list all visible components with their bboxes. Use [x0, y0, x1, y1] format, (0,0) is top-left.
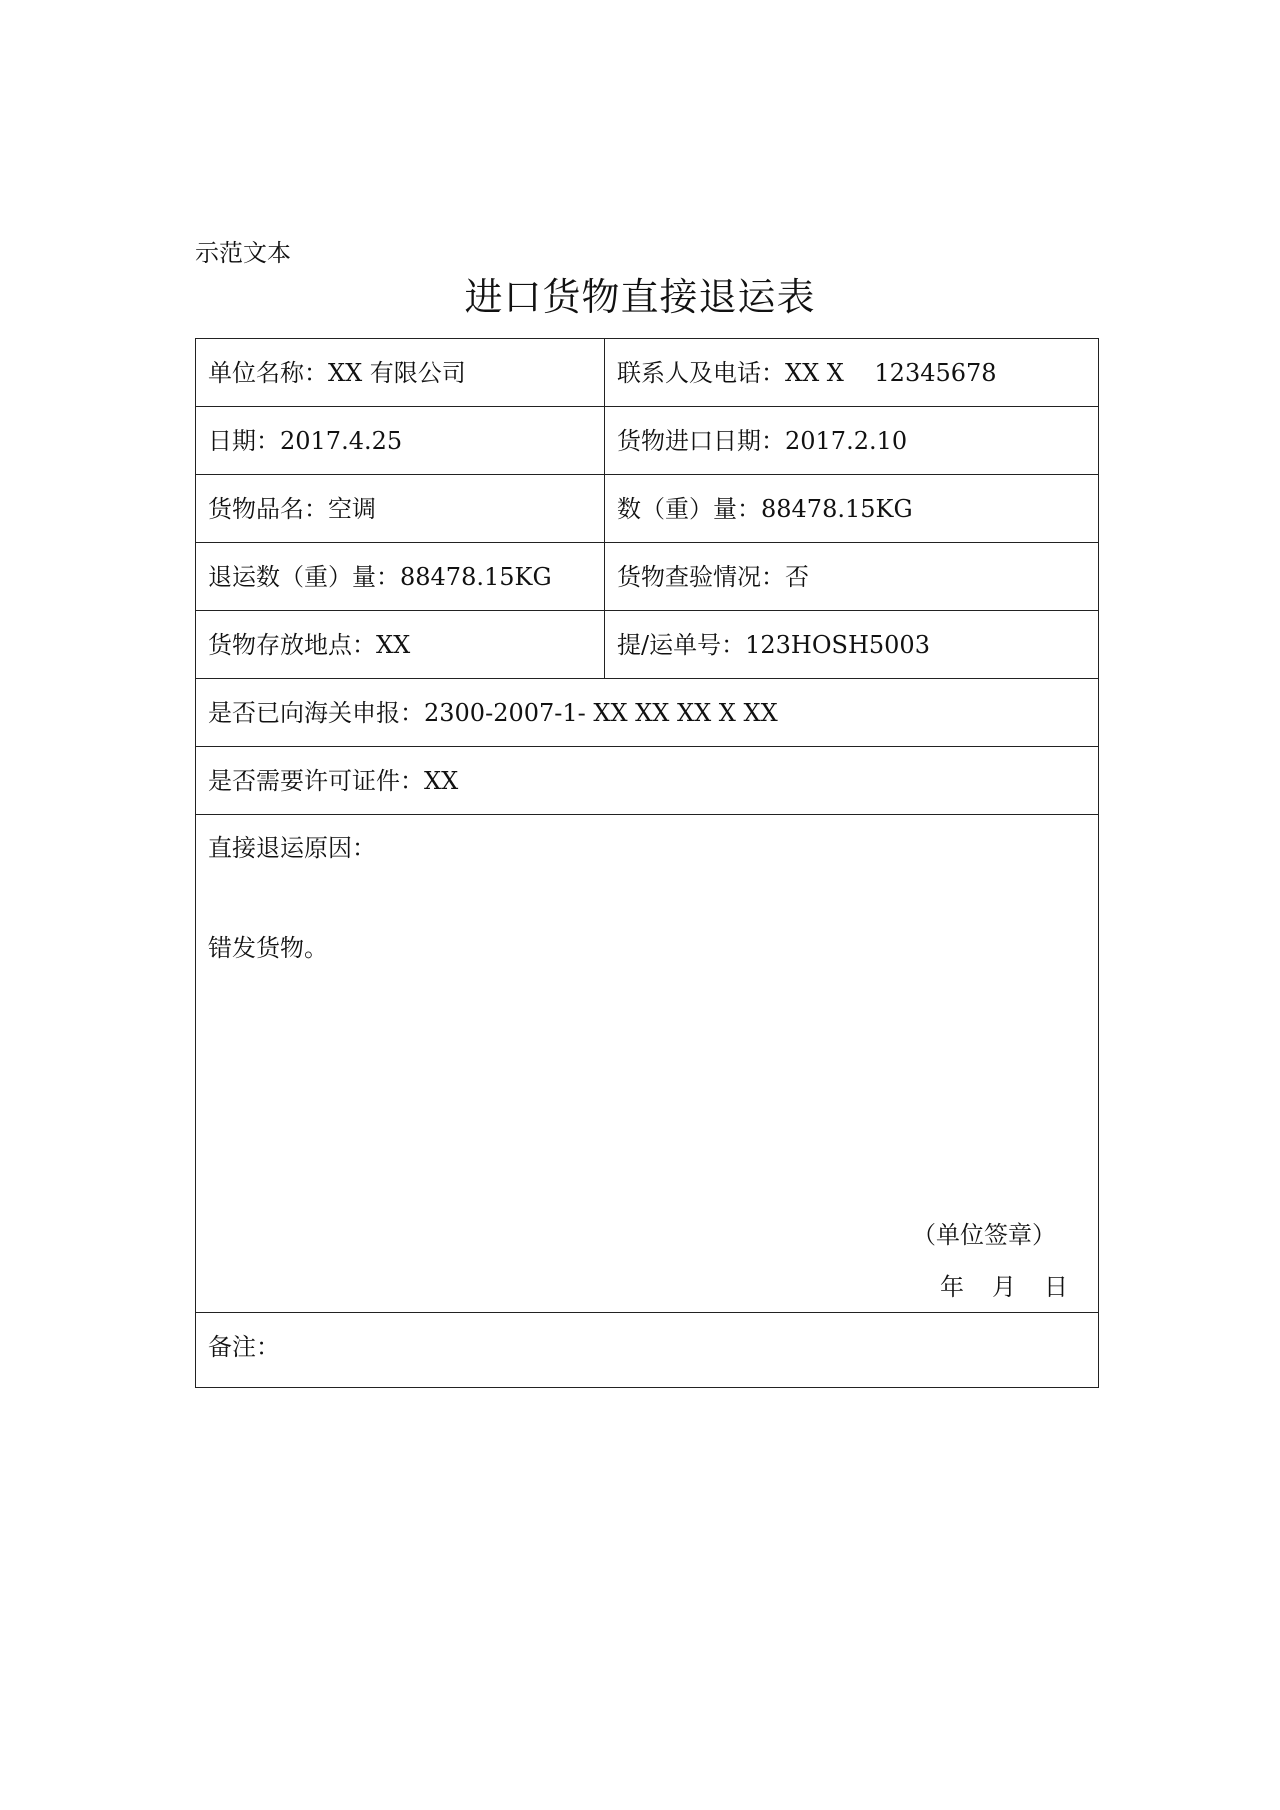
storage-value: XX — [376, 631, 411, 659]
company-value: XX 有限公司 — [328, 359, 466, 387]
table-row — [196, 679, 1098, 747]
inspection-value: 否 — [785, 563, 809, 591]
return-quantity-cell — [196, 543, 605, 610]
return-quantity-value: 88478.15KG — [400, 563, 552, 591]
license-needed-value: XX — [424, 767, 459, 795]
quantity-cell — [605, 475, 1098, 542]
reason-label: 直接退运原因： — [208, 834, 376, 862]
goods-name-value: 空调 — [328, 495, 376, 523]
seal-label: （单位签章） — [912, 1221, 1056, 1249]
date-day-label: 日 — [1044, 1273, 1068, 1301]
table-row — [196, 611, 1098, 679]
page-title: 进口货物直接退运表 — [464, 275, 816, 319]
remarks-cell — [196, 1313, 1098, 1387]
bill-no-value: 123HOSH5003 — [745, 631, 930, 659]
contact-cell — [605, 339, 1098, 406]
goods-name-cell — [196, 475, 605, 542]
date-value: 2017.4.25 — [280, 427, 403, 455]
inspection-label: 货物查验情况： — [617, 563, 785, 591]
sign-date-line — [940, 1272, 1068, 1302]
license-needed-cell — [196, 747, 1098, 814]
date-month-label: 月 — [992, 1273, 1016, 1301]
return-quantity-label: 退运数（重）量： — [208, 563, 400, 591]
table-row — [196, 339, 1098, 407]
storage-cell — [196, 611, 605, 678]
date-cell — [196, 407, 605, 474]
import-date-label: 货物进口日期： — [617, 427, 785, 455]
return-form-table — [195, 338, 1099, 1388]
date-label: 日期： — [208, 427, 280, 455]
date-year-label: 年 — [940, 1273, 964, 1301]
company-label: 单位名称： — [208, 359, 328, 387]
quantity-value: 88478.15KG — [761, 495, 913, 523]
bill-no-label: 提/运单号： — [617, 631, 746, 659]
table-row — [196, 475, 1098, 543]
inspection-cell — [605, 543, 1098, 610]
storage-label: 货物存放地点： — [208, 631, 376, 659]
table-row — [196, 543, 1098, 611]
import-date-value: 2017.2.10 — [785, 427, 908, 455]
table-row — [196, 407, 1098, 475]
customs-declared-value: 2300-2007-1- XX XX XX X XX — [424, 699, 778, 727]
contact-value: XX X 12345678 — [785, 359, 997, 387]
header-note: 示范文本 — [195, 239, 291, 267]
reason-value: 错发货物。 — [208, 934, 328, 962]
table-row — [196, 747, 1098, 815]
remarks-label: 备注： — [208, 1333, 280, 1361]
goods-name-label: 货物品名： — [208, 495, 328, 523]
customs-declared-cell — [196, 679, 1098, 746]
customs-declared-label: 是否已向海关申报： — [208, 699, 424, 727]
reason-row — [196, 815, 1098, 1313]
remarks-row — [196, 1313, 1098, 1387]
license-needed-label: 是否需要许可证件： — [208, 767, 424, 795]
bill-no-cell — [605, 611, 1098, 678]
contact-label: 联系人及电话： — [617, 359, 785, 387]
quantity-label: 数（重）量： — [617, 495, 761, 523]
company-cell — [196, 339, 605, 406]
import-date-cell — [605, 407, 1098, 474]
